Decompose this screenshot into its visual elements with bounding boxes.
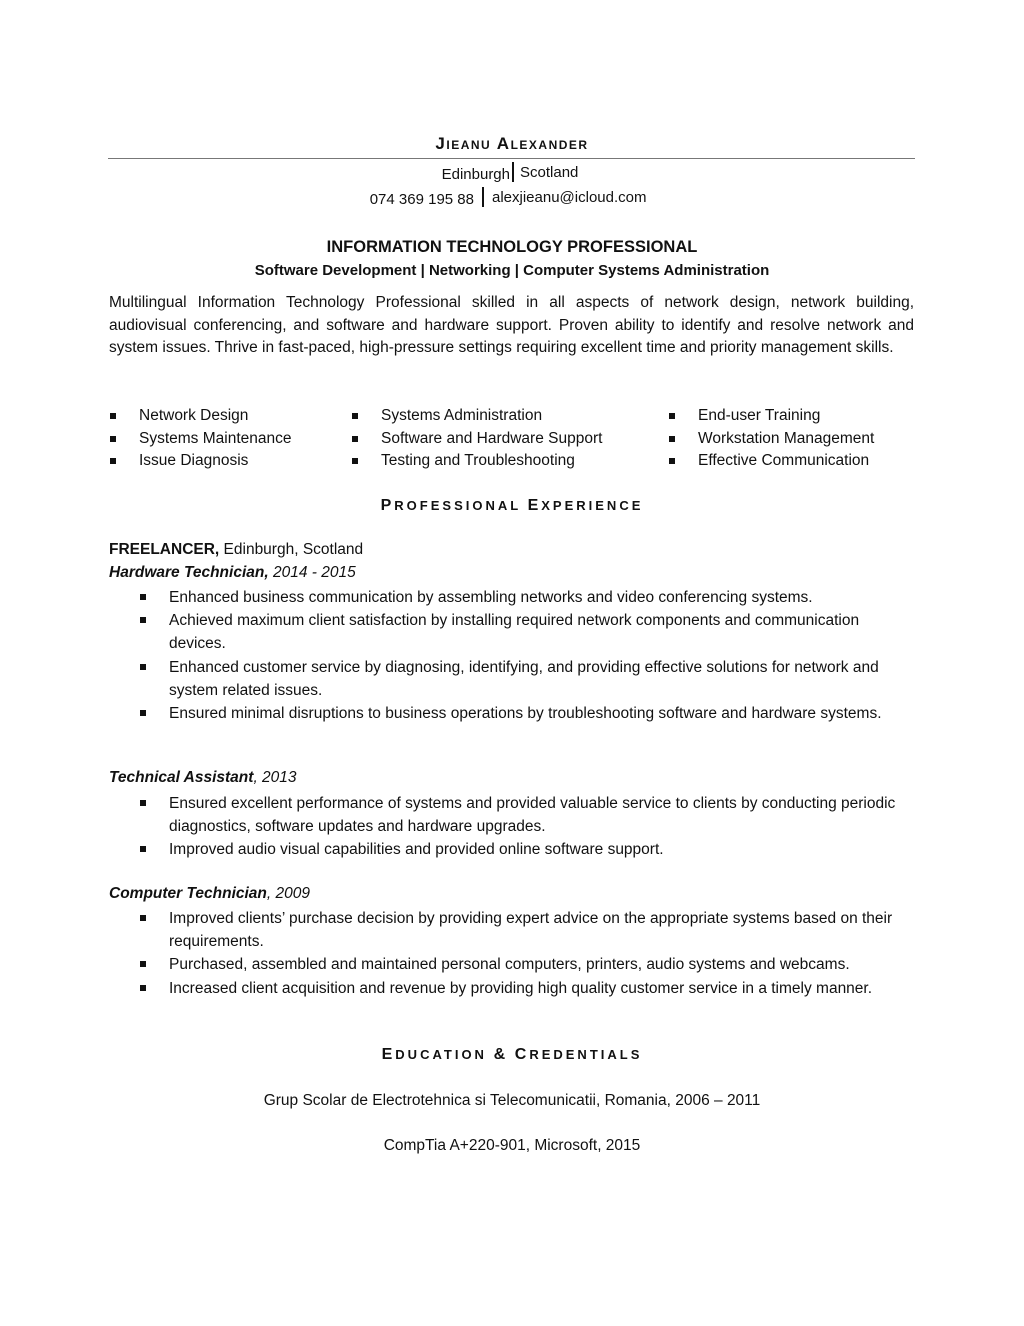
skill-item: End-user Training (668, 405, 874, 428)
role-dates: , 2009 (266, 885, 311, 902)
title-initial: E (381, 1046, 396, 1063)
role-bullets (139, 792, 919, 862)
skill-item: Software and Hardware Support (351, 428, 602, 451)
role-title: Hardware Technician, (109, 564, 269, 581)
skill-item: Network Design (109, 405, 292, 428)
contact-email[interactable]: alexjieanu@icloud.com (492, 189, 647, 206)
credential-entry: CompTia A+220-901, Microsoft, 2015 (383, 1137, 641, 1154)
candidate-name (0, 134, 1024, 154)
contact-separator (512, 162, 514, 182)
title-rest: REDENTIALS (529, 1047, 643, 1062)
name-last-rest: lexander (510, 134, 589, 153)
list-item: Enhanced customer service by diagnosing, identifying, and providing effective solutions for network and system related issues. (139, 656, 919, 702)
summary-paragraph: Multilingual Information Technology Professional skilled in all aspects of network design, network building, audiovisual conferencing, and software and hardware support. Proven ability to identify and resolve network and system issues. Thrive in fast-paced, high-pressure settings requiring excellent time and priority management skills. (109, 294, 914, 357)
title-ampersand: & (493, 1046, 509, 1063)
list-item: Achieved maximum client satisfaction by installing required network components and communication devices. (139, 609, 919, 655)
name-first-rest: ieanu (446, 134, 492, 153)
list-item: Purchased, assembled and maintained personal computers, printers, audio systems and webcams. (139, 953, 919, 976)
education-section-title (0, 1046, 1024, 1064)
title-rest: ROFESSIONAL (394, 498, 521, 513)
list-item: Ensured excellent performance of systems and provided valuable service to clients by conducting periodic diagnostics, software updates and hardware upgrades. (139, 792, 919, 838)
skills-column-1 (109, 405, 292, 473)
skill-item: Effective Communication (668, 450, 874, 473)
role-heading (109, 769, 297, 787)
list-item: Enhanced business communication by assembling networks and video conferencing systems. (139, 586, 919, 609)
list-item: Improved clients’ purchase decision by providing expert advice on the appropriate systems based on their requirements. (139, 907, 919, 953)
role-heading (109, 564, 356, 582)
skills-column-3 (668, 405, 874, 473)
title-initial: C (514, 1046, 530, 1063)
role-dates: , 2013 (253, 769, 297, 786)
role-bullets (139, 907, 919, 1000)
title-initial: P (380, 497, 395, 514)
role-bullets (139, 586, 919, 725)
list-item: Improved audio visual capabilities and provided online software support. (139, 838, 919, 861)
contact-city: Edinburgh (441, 166, 510, 183)
role-title: Computer Technician (109, 885, 267, 902)
skill-item: Workstation Management (668, 428, 874, 451)
skill-item: Testing and Troubleshooting (351, 450, 602, 473)
company-line (109, 541, 363, 559)
education-entry: Grup Scolar de Electrotehnica si Telecomunicatii, Romania, 2006 – 2011 (263, 1092, 761, 1109)
title-rest: DUCATION (395, 1047, 487, 1062)
professional-subheadline: Software Development | Networking | Computer Systems Administration (254, 262, 770, 279)
professional-headline: INFORMATION TECHNOLOGY PROFESSIONAL (326, 238, 698, 256)
skills-column-2 (351, 405, 602, 473)
role-heading (109, 885, 310, 903)
skill-item: Issue Diagnosis (109, 450, 292, 473)
name-divider (108, 158, 915, 159)
role-title: Technical Assistant (109, 769, 254, 786)
role-dates: 2014 - 2015 (268, 564, 356, 581)
contact-country: Scotland (520, 164, 579, 181)
list-item: Ensured minimal disruptions to business operations by troubleshooting software and hardware systems. (139, 702, 919, 725)
list-item: Increased client acquisition and revenue by providing high quality customer service in a timely manner. (139, 977, 919, 1000)
company-name: FREELANCER, (109, 541, 220, 558)
title-rest: XPERIENCE (541, 498, 644, 513)
contact-separator (482, 187, 484, 207)
contact-phone: 074 369 195 88 (369, 191, 474, 208)
skill-item: Systems Maintenance (109, 428, 292, 451)
skill-item: Systems Administration (351, 405, 602, 428)
name-first-initial: J (435, 134, 447, 153)
title-initial: E (527, 497, 542, 514)
company-location: Edinburgh, Scotland (219, 541, 364, 558)
name-last-initial: A (496, 134, 511, 153)
experience-section-title (0, 497, 1024, 515)
